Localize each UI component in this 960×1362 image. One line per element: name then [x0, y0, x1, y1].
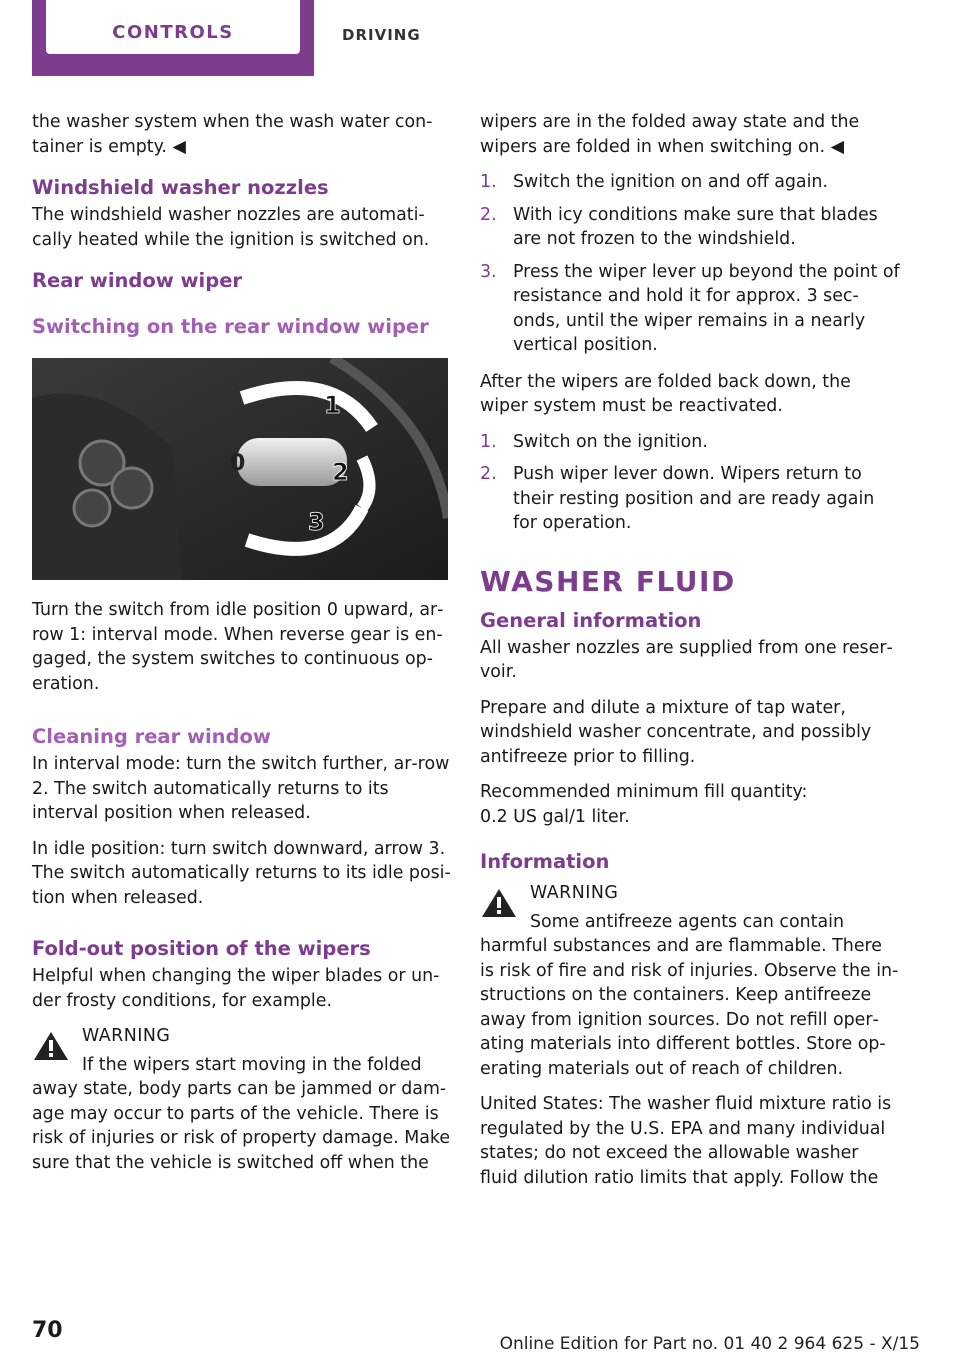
svg-text:0: 0: [230, 451, 246, 476]
information-heading: Information: [480, 850, 610, 873]
warning-block-wipers: [32, 1024, 452, 1175]
steps-list-2: [480, 430, 900, 536]
list-item: 1. Switch on the ignition.: [480, 431, 708, 452]
list-item: 2. With icy conditions make sure that blades are not frozen to the windshield.: [480, 204, 878, 249]
warning-icon: [480, 887, 518, 919]
warning-text-first: Some antifreeze agents can contain: [530, 911, 844, 932]
switching-heading: Switching on the rear window wiper: [32, 315, 429, 338]
cleaning-heading: Cleaning rear window: [32, 725, 271, 748]
after-text: After the wipers are folded back down, the wiper system must be reactivated.: [480, 371, 851, 416]
warning-title: WARNING: [530, 883, 619, 903]
warning-block-antifreeze: [480, 881, 900, 1081]
right-intro-text: wipers are in the folded away state and the wipers are folded in when switching on. ◀: [480, 112, 860, 157]
wiper-switch-illustration: [32, 358, 448, 580]
foldout-text: Helpful when changing the wiper blades or un‐der frosty conditions, for example.: [32, 966, 440, 1011]
us-regulation-text: United States: The washer fluid mixture ratio is regulated by the U.S. EPA and many individual states; do not exceed the allowable washer fluid dilution ratio limits that apply. Follow the: [480, 1094, 892, 1188]
right-column: [480, 110, 900, 1201]
general-text-3a: Recommended minimum fill quantity:: [480, 782, 808, 802]
svg-text:3: 3: [308, 508, 325, 536]
warning-icon: [32, 1030, 70, 1062]
cleaning-text-1: In interval mode: turn the switch further, ar‐row 2. The switch automatically returns to its interval position when released.: [32, 754, 450, 823]
wiper-switch-figure: [32, 358, 448, 580]
steps-list-1: [480, 170, 900, 358]
general-info-heading: General information: [480, 608, 702, 632]
svg-text:1: 1: [324, 391, 341, 419]
cleaning-text-2: In idle position: turn switch downward, arrow 3. The switch automatically returns to its idle posi‐tion when released.: [32, 838, 451, 908]
general-text-2: Prepare and dilute a mixture of tap water, windshield washer concentrate, and possibly antifreeze prior to filling.: [480, 697, 872, 767]
foldout-heading: Fold-out position of the wipers: [32, 937, 371, 960]
list-item: 1. Switch the ignition on and off again.: [480, 172, 828, 192]
warning-text-rest: away state, body parts can be jammed or dam‐age may occur to parts of the vehicle. There is risk of injuries or risk of property damage. Make sure that the vehicle is switched off when the: [32, 1079, 451, 1173]
edition-footer: Online Edition for Part no. 01 40 2 964 625 - X/15: [499, 1334, 920, 1354]
left-column: [32, 110, 452, 1186]
nozzles-text: The windshield washer nozzles are automati‐cally heated while the ignition is switched on.: [32, 205, 430, 250]
list-item: 2. Push wiper lever down. Wipers return to their resting position and are ready again for operation.: [480, 464, 875, 533]
warning-text-rest: harmful substances and are flammable. There is risk of fire and risk of injuries. Observe the in‐structions on the containers. Keep antifreeze away from ignition sources. Do not refill oper‐ating materials into different bottles. Store op‐erating materials out of reach of children.: [480, 936, 899, 1079]
svg-text:2: 2: [332, 458, 349, 486]
tab-driving[interactable]: DRIVING: [342, 26, 421, 44]
warning-text-first: If the wipers start moving in the folded: [82, 1054, 422, 1075]
list-item: 3. Press the wiper lever up beyond the point of resistance and hold it for approx. 3 sec‐onds, until the wiper remains in a nearly vertical position.: [480, 261, 900, 355]
switch-text: Turn the switch from idle position 0 upward, ar‐row 1: interval mode. When reverse gear is en‐gaged, the system switches to continuous op‐eration.: [32, 600, 444, 694]
general-text-3b: 0.2 US gal/1 liter.: [480, 806, 630, 827]
rear-wiper-heading: Rear window wiper: [32, 269, 243, 292]
tab-controls[interactable]: [32, 0, 314, 76]
washer-fluid-heading: WASHER FLUID: [480, 564, 736, 598]
section-tabs: [32, 0, 472, 76]
tab-controls-label: CONTROLS: [112, 22, 234, 43]
intro-text: the washer system when the wash water con‐tainer is empty. ◀: [32, 112, 433, 157]
general-text-1: All washer nozzles are supplied from one reser‐voir.: [480, 637, 893, 682]
warning-title: WARNING: [82, 1026, 171, 1046]
nozzles-heading: Windshield washer nozzles: [32, 176, 329, 199]
page-number: 70: [32, 1318, 63, 1343]
